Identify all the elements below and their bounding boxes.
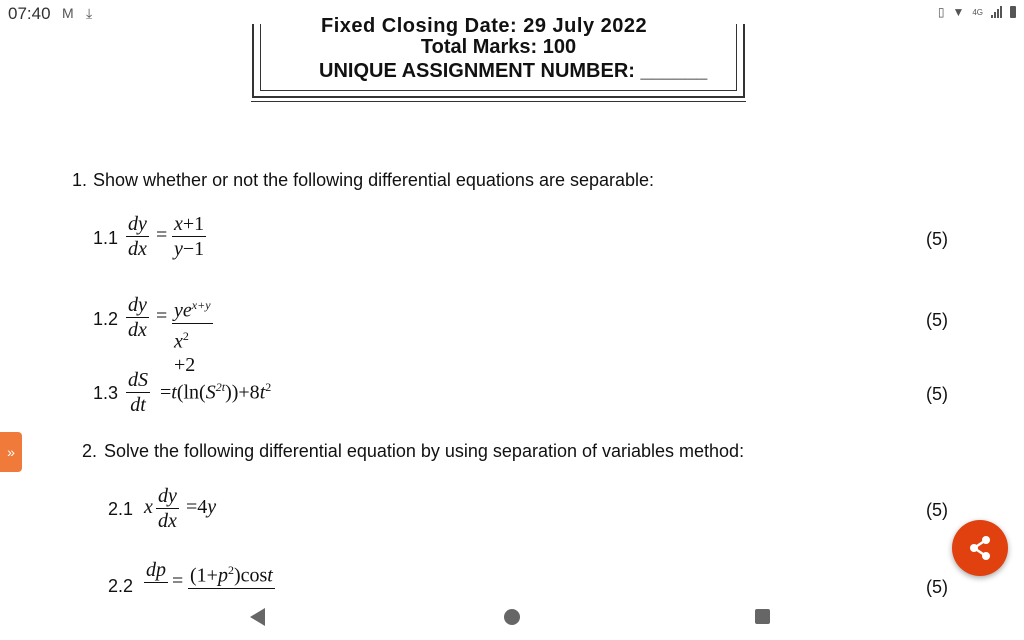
unique-assignment-number: UNIQUE ASSIGNMENT NUMBER: ______ xyxy=(319,60,708,82)
network-type: 4G xyxy=(972,7,983,17)
home-icon[interactable] xyxy=(504,609,520,625)
back-icon[interactable] xyxy=(250,608,265,626)
share-button[interactable] xyxy=(952,520,1008,576)
question-1-number: 1. xyxy=(72,170,88,190)
item-1-3-marks: (5) xyxy=(926,384,948,404)
assignment-header xyxy=(252,15,745,98)
share-icon xyxy=(952,520,1008,576)
item-2-2-label: 2.2 xyxy=(108,576,134,596)
vibrate-icon: ▯ xyxy=(937,5,945,19)
question-2-text: Solve the following differential equation by using separation of variables method: xyxy=(104,441,745,461)
status-time: 07:40 xyxy=(8,4,51,23)
download-icon: ⤓ xyxy=(86,5,93,21)
wifi-icon: ▼ xyxy=(952,5,965,19)
item-1-2-marks: (5) xyxy=(926,310,948,330)
item-2-1-marks: (5) xyxy=(926,500,948,520)
recent-apps-icon[interactable] xyxy=(755,609,770,624)
item-1-3-label: 1.3 xyxy=(93,383,119,403)
question-2-number: 2. xyxy=(82,441,98,461)
total-marks: Total Marks: 100 xyxy=(420,36,577,58)
system-nav-bar xyxy=(0,598,1024,640)
item-1-2-label: 1.2 xyxy=(93,309,119,329)
closing-date: Fixed Closing Date: 29 July 2022 xyxy=(321,15,648,37)
item-1-1-marks: (5) xyxy=(926,229,948,249)
item-2-2-marks: (5) xyxy=(926,577,948,597)
expand-chevrons-icon[interactable]: » xyxy=(0,432,22,472)
gmail-icon: M xyxy=(62,5,74,21)
battery-icon xyxy=(1010,6,1016,18)
question-1-text: Show whether or not the following differential equations are separable: xyxy=(93,170,655,190)
item-1-1-label: 1.1 xyxy=(93,228,119,248)
item-2-1-label: 2.1 xyxy=(108,499,134,519)
signal-icon xyxy=(991,6,1002,18)
